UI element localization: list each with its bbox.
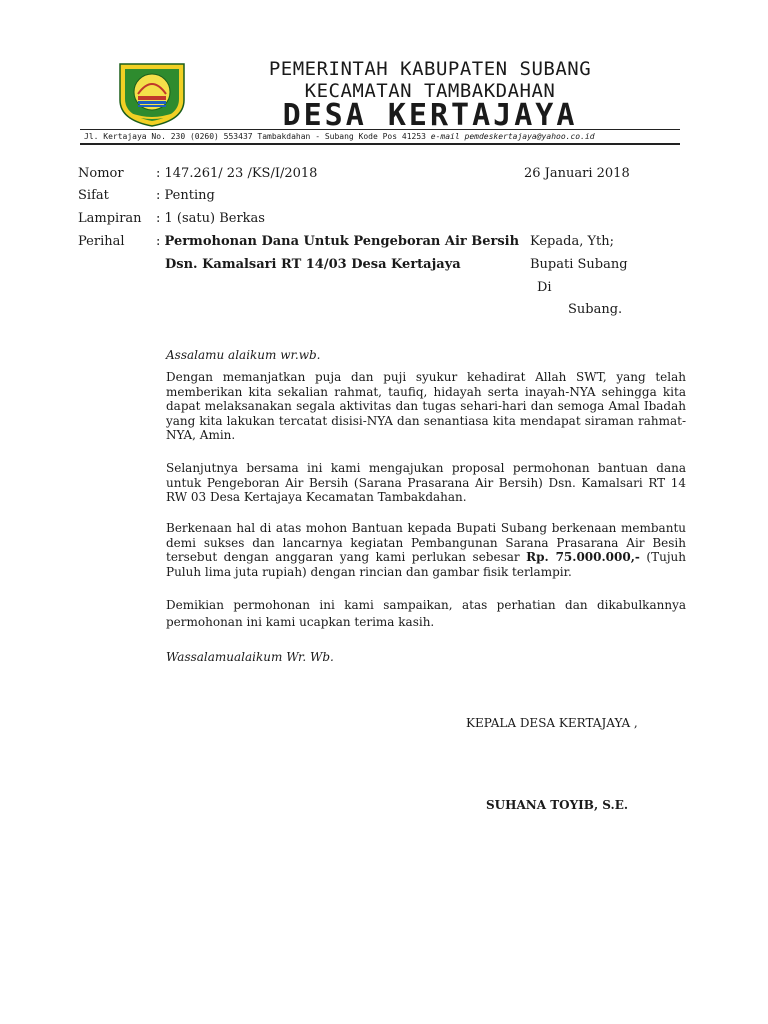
nomor-value: : 147.261/ 23 /KS/I/2018 xyxy=(156,166,318,181)
letterhead-address xyxy=(84,132,680,141)
lampiran-value: : 1 (satu) Berkas xyxy=(156,211,265,226)
opening-greeting: Assalamu alaikum wr.wb. xyxy=(166,348,321,362)
perihal-label: Perihal xyxy=(78,234,125,249)
recipient-name: Bupati Subang xyxy=(530,257,628,272)
paragraph-1: Dengan memanjatkan puja dan puji syukur kehadirat Allah SWT, yang telah memberikan kita sekalian rahmat, taufiq, hidayah serta inayah-NYA sehingga kita dapat melaksanakan segala aktivitas dan tugas sehari-hari dan semoga Amal Ibadah yang kita lakukan tercatat disisi-NYA dan senantiasa kita mendapat siraman rahmat-NYA, Amin. xyxy=(166,370,686,442)
nomor-label: Nomor xyxy=(78,166,124,181)
perihal-line2: Dsn. Kamalsari RT 14/03 Desa Kertajaya xyxy=(165,257,461,272)
perihal-colon: : xyxy=(156,234,165,249)
recipient-di: Di xyxy=(537,280,552,295)
paragraph-4: Demikian permohonan ini kami sampaikan, atas perhatian dan dikabulkannya permohonan ini kami ucapkan terima kasih. xyxy=(166,598,686,629)
paragraph-3 xyxy=(166,521,686,579)
requested-amount: Rp. 75.000.000,- xyxy=(526,550,640,564)
paragraph-3-text-b: (Tujuh Puluh lima juta rupiah) dengan rincian dan gambar fisik terlampir. xyxy=(166,550,686,579)
address-text: Jl. Kertajaya No. 230 (0260) 553437 Tambakdahan - Subang Kode Pos 41253 xyxy=(84,132,431,141)
paragraph-2: Selanjutnya bersama ini kami mengajukan proposal permohonan bantuan dana untuk Pengeboran Air Bersih (Sarana Prasarana Air Bersih) Dsn. Kamalsari RT 14 RW 03 Desa Kertajaya Kecamatan Tambakdahan. xyxy=(166,461,686,504)
closing-greeting: Wassalamualaikum Wr. Wb. xyxy=(166,650,334,664)
perihal-value xyxy=(156,234,519,249)
perihal-line1: Permohonan Dana Untuk Pengeboran Air Bersih xyxy=(164,234,520,249)
letterhead-divider-thin xyxy=(80,129,680,130)
sifat-value: : Penting xyxy=(156,188,215,203)
letterhead-village: DESA KERTAJAYA xyxy=(282,98,578,133)
letterhead-divider-thick xyxy=(80,143,680,145)
lampiran-label: Lampiran xyxy=(78,211,142,226)
letter-date: 26 Januari 2018 xyxy=(524,166,630,181)
letterhead-district: KECAMATAN TAMBAKDAHAN xyxy=(304,80,556,102)
sifat-label: Sifat xyxy=(78,188,109,203)
paragraph-3-text-a: Berkenaan hal di atas mohon Bantuan kepada Bupati Subang berkenaan membantu demi sukses dan lancarnya kegiatan Pembangunan Sarana Prasarana Air Besih tersebut dengan anggaran yang kami perlukan sebesar xyxy=(166,521,686,564)
signature-title: KEPALA DESA KERTAJAYA , xyxy=(466,716,638,730)
recipient-greeting: Kepada, Yth; xyxy=(530,234,615,249)
address-email: e-mail pemdeskertajaya@yahoo.co.id xyxy=(430,132,595,141)
signature-name: SUHANA TOYIB, S.E. xyxy=(486,798,629,812)
letterhead-government: PEMERINTAH KABUPATEN SUBANG xyxy=(268,58,592,80)
recipient-city: Subang. xyxy=(568,302,623,317)
